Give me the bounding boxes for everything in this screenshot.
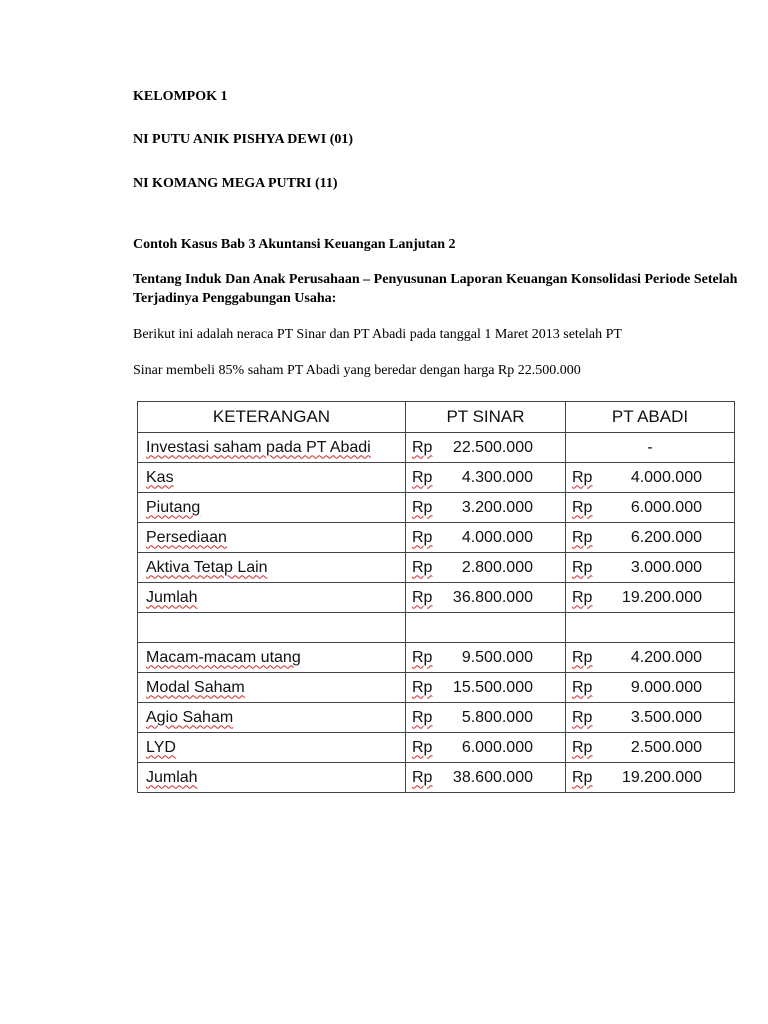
currency-label: Rp	[572, 768, 593, 786]
row-label-text: Kas	[146, 468, 174, 486]
group-title: KELOMPOK 1	[133, 89, 228, 104]
currency-label: Rp	[572, 528, 593, 546]
table-row	[138, 463, 735, 493]
cell-sinar	[406, 733, 566, 763]
table-header-row	[138, 402, 735, 433]
currency-label: Rp	[412, 588, 433, 606]
currency-label: Rp	[412, 768, 433, 786]
currency-label: Rp	[412, 738, 433, 756]
table-row	[138, 553, 735, 583]
row-label	[138, 433, 406, 463]
currency-label: Rp	[412, 528, 433, 546]
row-label	[138, 733, 406, 763]
currency-label: Rp	[412, 708, 433, 726]
cell-abadi	[566, 643, 735, 673]
row-label-text: Persediaan	[146, 528, 227, 546]
cell-sinar	[406, 613, 566, 643]
cell-abadi	[566, 613, 735, 643]
cell-sinar	[406, 433, 566, 463]
currency-label: Rp	[572, 558, 593, 576]
currency-label: Rp	[572, 588, 593, 606]
cell-value: 9.500.000	[461, 648, 533, 666]
row-label	[138, 493, 406, 523]
cell-abadi	[566, 733, 735, 763]
cell-value: 15.500.000	[452, 678, 533, 696]
intro-paragraph-line-1: Berikut ini adalah neraca PT Sinar dan PT Abadi pada tanggal 1 Maret 2013 setelah PT	[133, 327, 622, 342]
row-label-text: Jumlah	[146, 768, 198, 786]
cell-value: 9.000.000	[630, 678, 702, 696]
row-label	[138, 703, 406, 733]
member-2: NI KOMANG MEGA PUTRI (11)	[133, 176, 338, 191]
cell-abadi	[566, 463, 735, 493]
cell-value: 4.000.000	[461, 528, 533, 546]
row-label	[138, 643, 406, 673]
row-label-text: Jumlah	[146, 588, 198, 606]
row-label-text: Aktiva Tetap Lain	[146, 558, 268, 576]
row-label-text: Piutang	[146, 498, 201, 516]
row-label	[138, 523, 406, 553]
cell-value: 19.200.000	[621, 588, 702, 606]
topic-heading: Tentang Induk Dan Anak Perusahaan – Penyusunan Laporan Keuangan Konsolidasi Periode Setelah Terjadinya Penggabungan Usaha:	[133, 272, 738, 306]
currency-label: Rp	[572, 468, 593, 486]
cell-abadi	[566, 553, 735, 583]
currency-label: Rp	[572, 498, 593, 516]
cell-value: 38.600.000	[452, 768, 533, 786]
header-pt-sinar: PT SINAR	[406, 402, 566, 433]
cell-value: 4.000.000	[630, 468, 702, 486]
table-row	[138, 703, 735, 733]
cell-value: 4.200.000	[630, 648, 702, 666]
table-row	[138, 433, 735, 463]
cell-value: 3.200.000	[461, 498, 533, 516]
row-label	[138, 463, 406, 493]
table-row	[138, 523, 735, 553]
member-1: NI PUTU ANIK PISHYA DEWI (01)	[133, 132, 354, 147]
cell-sinar	[406, 523, 566, 553]
table-row	[138, 763, 735, 793]
cell-sinar	[406, 763, 566, 793]
header-pt-abadi: PT ABADI	[566, 402, 735, 433]
currency-label: Rp	[412, 558, 433, 576]
table-row	[138, 733, 735, 763]
row-label	[138, 553, 406, 583]
cell-value: -	[647, 438, 653, 456]
cell-value: 3.000.000	[630, 558, 702, 576]
currency-label: Rp	[412, 678, 433, 696]
table-row	[138, 673, 735, 703]
row-label	[138, 583, 406, 613]
cell-value: 19.200.000	[621, 768, 702, 786]
table-row	[138, 613, 735, 643]
currency-label: Rp	[572, 678, 593, 696]
cell-sinar	[406, 643, 566, 673]
cell-value: 5.800.000	[461, 708, 533, 726]
cell-value: 22.500.000	[452, 438, 533, 456]
cell-abadi	[566, 493, 735, 523]
cell-value: 36.800.000	[452, 588, 533, 606]
currency-label: Rp	[412, 498, 433, 516]
currency-label: Rp	[572, 738, 593, 756]
table-row	[138, 643, 735, 673]
cell-sinar	[406, 493, 566, 523]
cell-value: 6.000.000	[630, 498, 702, 516]
cell-value: 2.500.000	[630, 738, 702, 756]
cell-sinar	[406, 463, 566, 493]
row-label-text: LYD	[146, 738, 176, 756]
table-row	[138, 493, 735, 523]
row-label-text: Investasi saham pada PT Abadi	[146, 438, 371, 456]
currency-label: Rp	[412, 438, 433, 456]
row-label-text: Agio Saham	[146, 708, 234, 726]
intro-paragraph-line-2: Sinar membeli 85% saham PT Abadi yang beredar dengan harga Rp 22.500.000	[133, 363, 581, 378]
currency-label: Rp	[412, 468, 433, 486]
header-keterangan: KETERANGAN	[138, 402, 406, 433]
case-title: Contoh Kasus Bab 3 Akuntansi Keuangan Lanjutan 2	[133, 237, 456, 252]
row-label	[138, 763, 406, 793]
cell-value: 6.000.000	[461, 738, 533, 756]
cell-sinar	[406, 703, 566, 733]
cell-value: 6.200.000	[630, 528, 702, 546]
cell-sinar	[406, 583, 566, 613]
cell-value: 4.300.000	[461, 468, 533, 486]
currency-label: Rp	[412, 648, 433, 666]
cell-abadi	[566, 673, 735, 703]
row-label	[138, 613, 406, 643]
balance-sheet-table	[137, 401, 735, 793]
row-label-text: Modal Saham	[146, 678, 245, 696]
cell-abadi	[566, 583, 735, 613]
currency-label: Rp	[572, 648, 593, 666]
row-label	[138, 673, 406, 703]
cell-abadi	[566, 763, 735, 793]
cell-abadi	[566, 433, 735, 463]
row-label-text: Macam-macam utang	[146, 648, 301, 666]
cell-sinar	[406, 553, 566, 583]
cell-sinar	[406, 673, 566, 703]
cell-value: 2.800.000	[461, 558, 533, 576]
cell-abadi	[566, 703, 735, 733]
currency-label: Rp	[572, 708, 593, 726]
table-row	[138, 583, 735, 613]
cell-value: 3.500.000	[630, 708, 702, 726]
cell-abadi	[566, 523, 735, 553]
